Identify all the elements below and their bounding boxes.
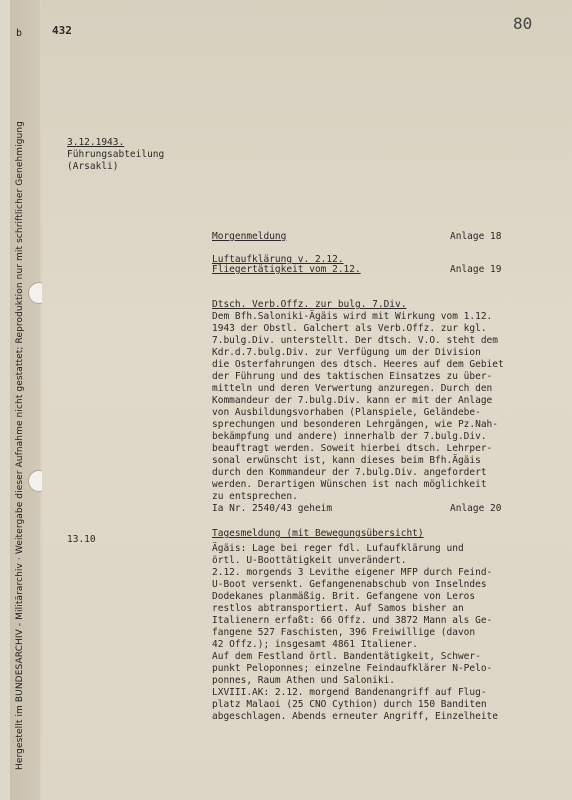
- corner-mark: b: [16, 28, 23, 39]
- text-line: mitteln und deren Verwertung anzuregen. Durch den: [212, 383, 493, 394]
- entry-annex: Anlage 18: [450, 231, 502, 242]
- text-line: 7.bulg.Div. unterstellt. Der dtsch. V.O. steht dem: [212, 335, 498, 346]
- entry-title: Fliegertätigkeit vom 2.12.: [212, 264, 361, 275]
- text-line: bekämpfung und andere) innerhalb der 7.bulg.Div.: [212, 431, 487, 442]
- text-line: sprechungen und besonderen Lehrgängen, wie Pz.Nah-: [212, 419, 498, 430]
- text-line: zu entsprechen.: [212, 491, 298, 502]
- text-line: 1943 der Obstl. Galchert als Verb.Offz. zur kgl.: [212, 323, 487, 334]
- text-line: sonal erwünscht ist, kann dieses beim Bfh.Ägäis: [212, 455, 481, 466]
- entry-title: Morgenmeldung: [212, 231, 287, 242]
- text-line: Italienern erfaßt: 66 Offz. und 3872 Mann als Ge-: [212, 615, 493, 626]
- text-line: der Führung und des taktischen Einsatzes zu über-: [212, 371, 493, 382]
- text-line: 42 Offz.); insgesamt 4861 Italiener.: [212, 639, 418, 650]
- archive-note: Hergestellt im BUNDESARCHIV - Militärarchiv · Weitergabe dieser Aufnahme nicht gestattet; Reproduktion nur mit schriftlicher Genehmigung: [15, 121, 25, 770]
- text-line: abgeschlagen. Abends erneuter Angriff, Einzelheite: [212, 711, 498, 722]
- document-number: 432: [52, 24, 72, 37]
- text-line: werden. Derartigen Wünschen ist nach möglichkeit: [212, 479, 487, 490]
- text-line: die Osterfahrungen des dtsch. Heeres auf dem Gebiet: [212, 359, 504, 370]
- header-date: 3.12.1943.: [67, 137, 125, 148]
- text-line: Ägäis: Lage bei reger fdl. Lufaufklärung und: [212, 543, 464, 554]
- text-line: restlos abtransportiert. Auf Samos bisher an: [212, 603, 464, 614]
- time-entry: 13.10: [67, 534, 96, 545]
- header-place: (Arsakli): [67, 161, 119, 172]
- text-line: Dem Bfh.Saloniki-Ägäis wird mit Wirkung vom 1.12.: [212, 311, 493, 322]
- text-line: ponnes, Raum Athen und Saloniki.: [212, 675, 396, 686]
- scan-edge: [0, 0, 10, 800]
- section-heading: Tagesmeldung (mit Bewegungsübersicht): [212, 528, 424, 539]
- entry-title: Luftaufklärung v. 2.12.: [212, 254, 344, 265]
- text-line: beauftragt werden. Soweit hierbei dtsch. Lehrper-: [212, 443, 493, 454]
- text-line: von Ausbildungsvorhaben (Planspiele, Geländebe-: [212, 407, 481, 418]
- text-line: U-Boot versenkt. Gefangenenabschub von Inselndes: [212, 579, 487, 590]
- text-line: Kdr.d.7.bulg.Div. zur Verfügung um der Division: [212, 347, 481, 358]
- text-line: örtl. U-Boottätigkeit unverändert.: [212, 555, 407, 566]
- text-line: platz Malaoi (25 CNO Cythion) durch 150 Banditen: [212, 699, 487, 710]
- header-unit: Führungsabteilung: [67, 149, 165, 160]
- entry-annex: Anlage 19: [450, 264, 502, 275]
- section-heading: Dtsch. Verb.Offz. zur bulg. 7.Div.: [212, 299, 407, 310]
- text-line: LXVIII.AK: 2.12. morgend Bandenangriff auf Flug-: [212, 687, 487, 698]
- text-line: 2.12. morgends 3 Levithe eigener MFP durch Feind-: [212, 567, 493, 578]
- reference-number: Ia Nr. 2540/43 geheim: [212, 503, 333, 514]
- annex-label: Anlage 20: [450, 503, 502, 514]
- page-number: 80: [513, 14, 533, 33]
- text-line: Auf dem Festland örtl. Bandentätigkeit, Schwer-: [212, 651, 481, 662]
- text-line: punkt Peloponnes; einzelne Feindaufklärer N-Pelo-: [212, 663, 493, 674]
- text-line: Kommandeur der 7.bulg.Div. kann er mit der Anlage: [212, 395, 493, 406]
- text-line: fangene 527 Faschisten, 396 Freiwillige (davon: [212, 627, 476, 638]
- text-line: Dodekanes planmäßig. Brit. Gefangene von Leros: [212, 591, 476, 602]
- text-line: durch den Kommandeur der 7.bulg.Div. angefordert: [212, 467, 487, 478]
